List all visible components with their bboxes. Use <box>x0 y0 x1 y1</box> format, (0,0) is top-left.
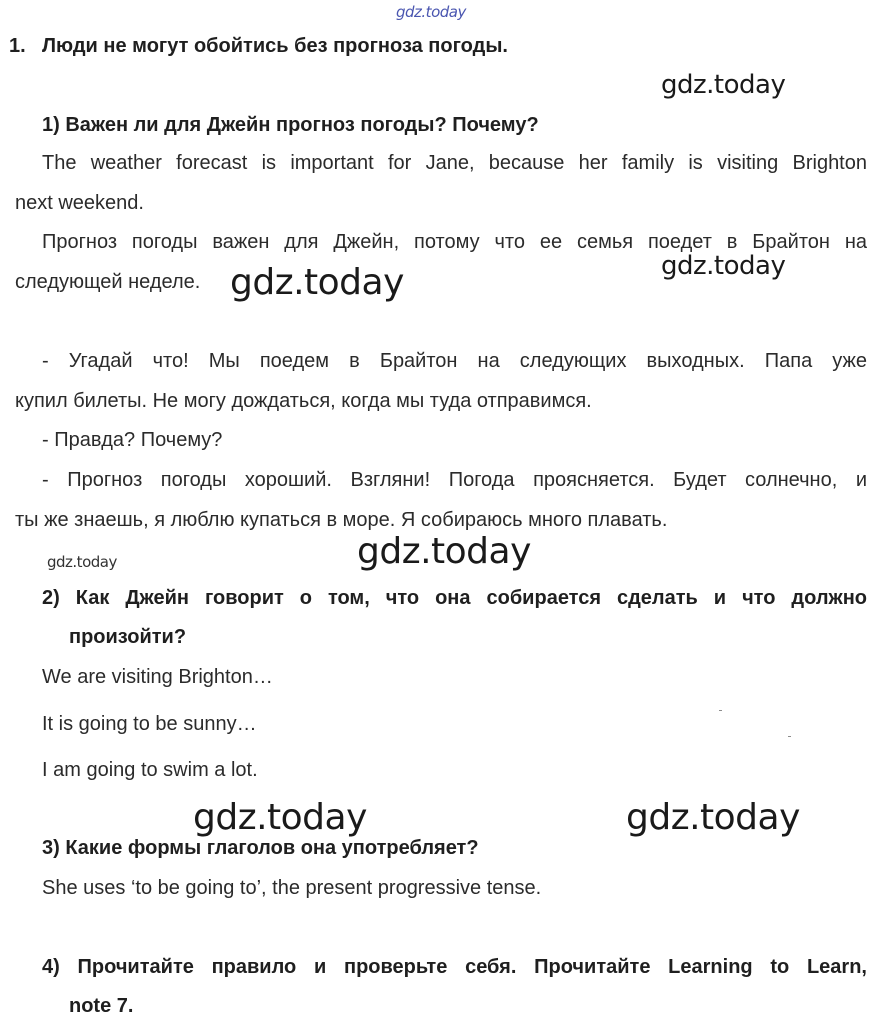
exercise-title: Люди не могут обойтись без прогноза погоды. <box>42 35 508 57</box>
dialogue-line: ты же знаешь, я люблю купаться в море. Я собираюсь много плавать. <box>15 509 668 531</box>
answer-1-russian-line: Прогноз погоды важен для Джейн, потому что ее семья поедет в Брайтон на <box>42 231 867 253</box>
answer-1-russian-line: следующей неделе. <box>15 271 201 293</box>
watermark: gdz.today <box>661 251 786 281</box>
answer-2-line: It is going to be sunny… <box>42 713 257 735</box>
dialogue-line: купил билеты. Не могу дождаться, когда мы туда отправимся. <box>15 390 592 412</box>
dialogue-line: - Угадай что! Мы поедем в Брайтон на следующих выходных. Папа уже <box>42 350 867 372</box>
watermark: gdz.today <box>357 531 531 572</box>
answer-2-line: We are visiting Brighton… <box>42 666 273 688</box>
scan-speck <box>788 736 791 737</box>
watermark: gdz.today <box>626 797 800 838</box>
answer-1-english-line: next weekend. <box>15 192 144 214</box>
watermark: gdz.today <box>193 797 367 838</box>
answer-2-line: I am going to swim a lot. <box>42 759 258 781</box>
scan-speck <box>719 710 722 711</box>
watermark: gdz.today <box>230 262 404 303</box>
question-2-heading: произойти? <box>69 626 187 648</box>
question-3-heading: 3) Какие формы глаголов она употребляет? <box>42 837 479 859</box>
answer-1-english-line: The weather forecast is important for Jane, because her family is visiting Brighton <box>42 152 867 174</box>
question-4-heading: note 7. <box>69 995 134 1017</box>
question-2-heading: 2) Как Джейн говорит о том, что она собирается сделать и что должно <box>42 587 867 609</box>
watermark: gdz.today <box>47 553 117 571</box>
answer-3: She uses ‘to be going to’, the present progressive tense. <box>42 877 542 899</box>
question-1-heading: 1) Важен ли для Джейн прогноз погоды? Почему? <box>42 114 539 136</box>
watermark-top: gdz.today <box>396 3 466 21</box>
watermark: gdz.today <box>661 70 786 100</box>
question-4-heading: 4) Прочитайте правило и проверьте себя. Прочитайте Learning to Learn, <box>42 956 867 978</box>
dialogue-line: - Прогноз погоды хороший. Взгляни! Погода проясняется. Будет солнечно, и <box>42 469 867 491</box>
dialogue-line: - Правда? Почему? <box>42 429 223 451</box>
exercise-number: 1. <box>9 35 26 57</box>
